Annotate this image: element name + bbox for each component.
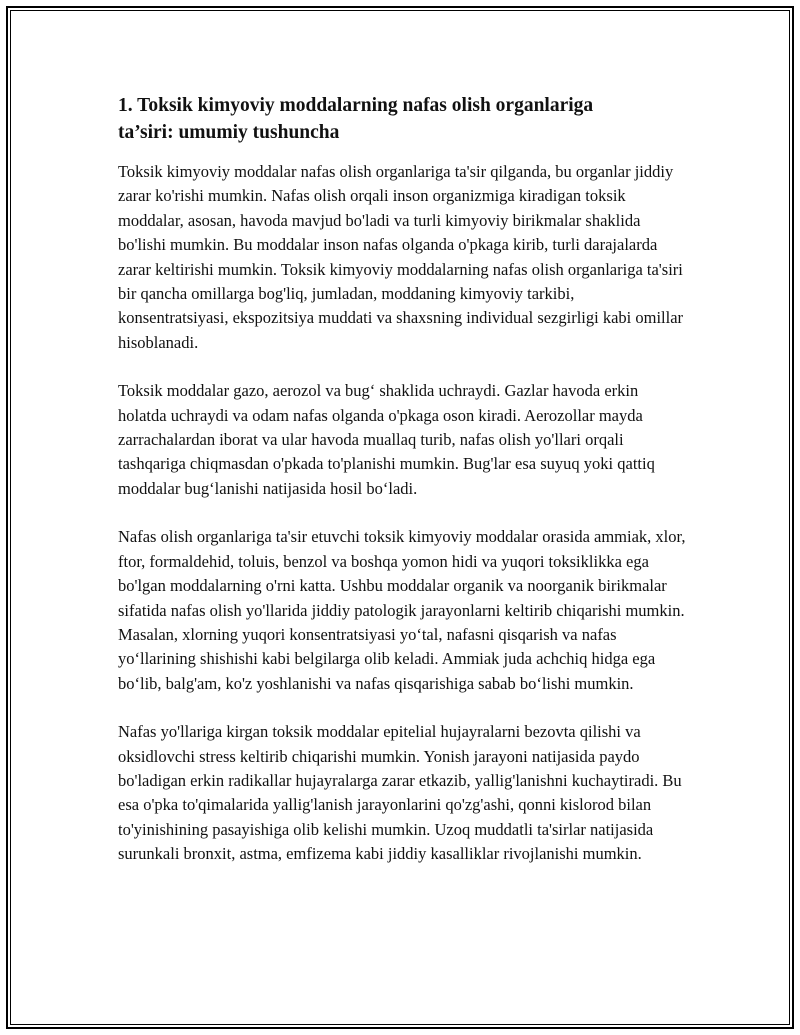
- document-body: [118, 92, 688, 891]
- section-heading: 1. Toksik kimyoviy moddalarning nafas olish organlariga ta’siri: umumiy tushuncha: [118, 95, 594, 143]
- paragraph-3: Nafas olish organlariga ta'sir etuvchi toksik kimyoviy moddalar orasida ammiak, xlor, ftor, formaldehid, toluis, benzol va boshqa yomon hidi va yuqori toksiklikka ega bo'lgan moddalarning o'rni katta. Ushbu moddalar organik va noorganik birikmalar sifatida nafas olish yo'llarida jiddiy patologik jarayonlarni keltirib chiqarishi mumkin. Masalan, xlorning yuqori konsentratsiyasi yo‘tal, nafasni qisqarish va nafas yo‘llarining shishishi kabi belgilarga olib keladi. Ammiak juda achchiq hidga ega bo‘lib, balg'am, ko'z yoshlanishi va nafas qisqarishiga sabab bo‘lishi mumkin.: [118, 527, 686, 693]
- paragraph-1: Toksik kimyoviy moddalar nafas olish organlariga ta'sir qilganda, bu organlar jiddiy zarar ko'rishi mumkin. Nafas olish orqali inson organizmiga kiradigan toksik moddalar, asosan, havoda mavjud bo'ladi va turli kimyoviy birikmalar shaklida bo'lishi mumkin. Bu moddalar inson nafas olganda o'pkaga kirib, turli darajalarda zarar keltirishi mumkin. Toksik kimyoviy moddalarning nafas olish organlariga ta'siri bir qancha omillarga bog'liq, jumladan, moddaning kimyoviy tarkibi, konsentratsiyasi, ekspozitsiya muddati va shaxsning individual sezgirligi kabi omillar hisoblanadi.: [118, 162, 684, 352]
- paragraph-4: Nafas yo'llariga kirgan toksik moddalar epitelial hujayralarni bezovta qilishi va oksidlovchi stress keltirib chiqarishi mumkin. Yonish jarayoni natijasida paydo bo'ladigan erkin radikallar hujayralarga zarar etkazib, yallig'lanishni kuchaytiradi. Bu esa o'pka to'qimalarida yallig'lanish jarayonlarini qo'zg'ashi, qonni kislorod bilan to'yinishining pasayishiga olib kelishi mumkin. Uzoq muddatli ta'sirlar natijasida surunkali bronxit, astma, emfizema kabi jiddiy kasalliklar rivojlanishi mumkin.: [118, 722, 682, 864]
- paragraph-2: Toksik moddalar gazo, aerozol va bug‘ shaklida uchraydi. Gazlar havoda erkin holatda uchraydi va odam nafas olganda o'pkaga oson kiradi. Aerozollar mayda zarrachalardan iborat va ular havoda muallaq turib, nafas olish yo'llari orqali tashqariga chiqmasdan o'pkada to'planishi mumkin. Bug'lar esa suyuq yoki qattiq moddalar bug‘lanishi natijasida hosil bo‘ladi.: [118, 381, 655, 498]
